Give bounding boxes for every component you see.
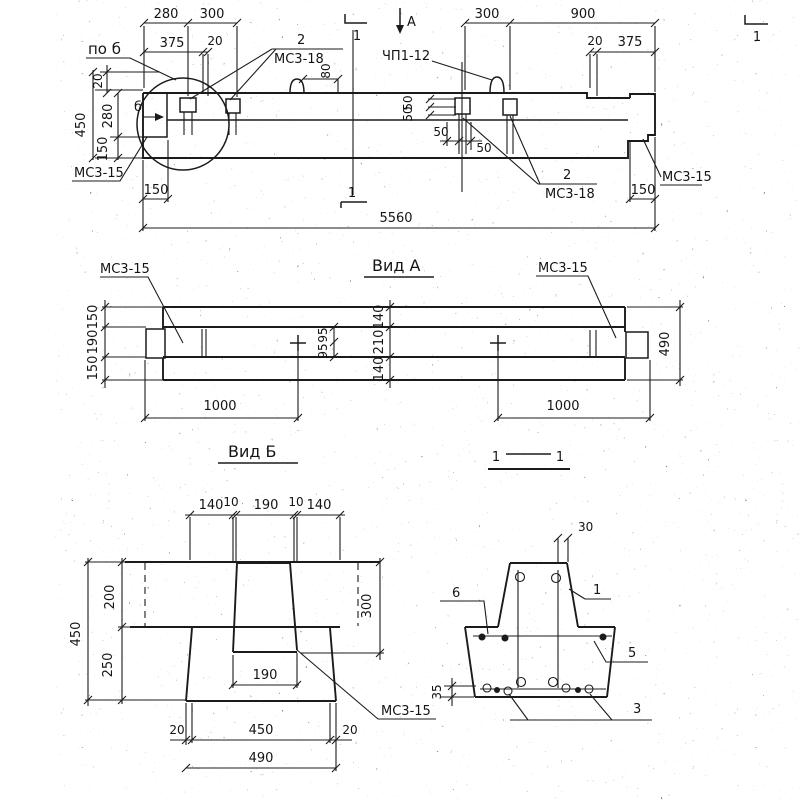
plan-dim-1000-right: 1000 <box>546 399 580 414</box>
section-mark-top-right-label: 1 <box>752 30 762 45</box>
rebar-dot <box>502 635 509 642</box>
plan-dim-490: 490 <box>658 331 673 357</box>
dim-280-left: 280 <box>101 103 116 129</box>
vb-dim-140-left: 140 <box>198 498 224 513</box>
vb-dim-250: 250 <box>101 652 116 678</box>
dim-20-left-vert: 20 <box>91 73 105 89</box>
plan-dim-150-bottom: 150 <box>86 355 101 381</box>
rebar-dot <box>600 634 607 641</box>
rebar-dot <box>494 687 500 693</box>
plan-dim-140-top: 140 <box>372 304 387 330</box>
plan-title: Вид А <box>372 256 421 275</box>
dim-50-h2: 50 <box>476 141 492 155</box>
vb-dim-490: 490 <box>248 751 274 766</box>
vb-dim-10-left: 10 <box>223 495 239 509</box>
chp112-label: ЧП1-12 <box>382 49 431 64</box>
rebar-dot <box>479 634 486 641</box>
callout-2-top: 2 <box>297 33 306 48</box>
dim-150-left: 150 <box>96 136 111 162</box>
dim-300-top-left: 300 <box>199 7 225 22</box>
plan-dim-210: 210 <box>372 329 387 355</box>
vb-dim-450-left: 450 <box>69 621 84 647</box>
dim-450-left: 450 <box>74 112 89 138</box>
dim-150-bottom-right: 150 <box>630 183 656 198</box>
dim-50-v2: 50 <box>401 106 415 122</box>
plan-mc315-left-label: МС3-15 <box>100 262 150 277</box>
plan-dim-140-bottom: 140 <box>372 356 387 382</box>
dim-150-bottom-left: 150 <box>143 183 169 198</box>
dim-50-h1: 50 <box>433 125 449 139</box>
dim-5560-total: 5560 <box>379 211 413 226</box>
mc318-top-label: МС3-18 <box>274 52 324 67</box>
plan-dim-95-bottom: 95 <box>316 343 330 359</box>
dim-20-right-sub: 20 <box>587 34 603 48</box>
mc318-bottom-label: МС3-18 <box>545 187 595 202</box>
vb-dim-190-top: 190 <box>253 498 279 513</box>
section-item-5: 5 <box>628 646 637 661</box>
section-dim-30: 30 <box>578 520 594 534</box>
plan-dim-190: 190 <box>86 329 101 355</box>
vb-dim-20-right: 20 <box>342 723 358 737</box>
face-label-b: б <box>134 100 143 115</box>
section-title-1-left: 1 <box>491 450 501 465</box>
view-b-title: Вид Б <box>228 442 277 461</box>
dim-20-left-sub: 20 <box>207 34 223 48</box>
dim-280-top: 280 <box>153 7 179 22</box>
vb-dim-450-bottom: 450 <box>248 723 274 738</box>
rebar-dot <box>575 687 581 693</box>
section-mark-top-label: 1 <box>352 29 362 44</box>
view-a-label: А <box>407 15 416 30</box>
dim-50-v1: 50 <box>401 95 415 111</box>
section-mark-bottom-label: 1 <box>347 186 357 201</box>
section-item-1: 1 <box>593 583 602 598</box>
dim-300-top-right: 300 <box>474 7 500 22</box>
section-item-3: 3 <box>633 702 642 717</box>
dim-80-loop: 80 <box>319 63 333 79</box>
plan-dim-1000-left: 1000 <box>203 399 237 414</box>
mc315-left-label: МС3-15 <box>74 166 124 181</box>
dim-900-top: 900 <box>570 7 596 22</box>
vb-dim-20-left: 20 <box>169 723 185 737</box>
plan-dim-150-top: 150 <box>86 304 101 330</box>
view-label-po-b: по б <box>88 40 122 58</box>
plan-dim-95-top: 95 <box>316 327 330 343</box>
vb-dim-140-right: 140 <box>306 498 332 513</box>
vb-dim-200: 200 <box>103 584 118 610</box>
callout-2-bottom: 2 <box>563 168 572 183</box>
section-item-6: 6 <box>452 586 461 601</box>
vb-mc315-label: МС3-15 <box>381 704 431 719</box>
vb-dim-190-stem: 190 <box>252 668 278 683</box>
left-margin <box>0 0 55 800</box>
plan-mc315-right-label: МС3-15 <box>538 261 588 276</box>
vb-dim-10-right: 10 <box>288 495 304 509</box>
vb-dim-300: 300 <box>360 593 375 619</box>
section-dim-35: 35 <box>430 684 444 700</box>
section-title-1-right: 1 <box>555 450 565 465</box>
mc315-right-label: МС3-15 <box>662 170 712 185</box>
dim-375-right: 375 <box>617 35 643 50</box>
dim-375-left: 375 <box>159 36 185 51</box>
